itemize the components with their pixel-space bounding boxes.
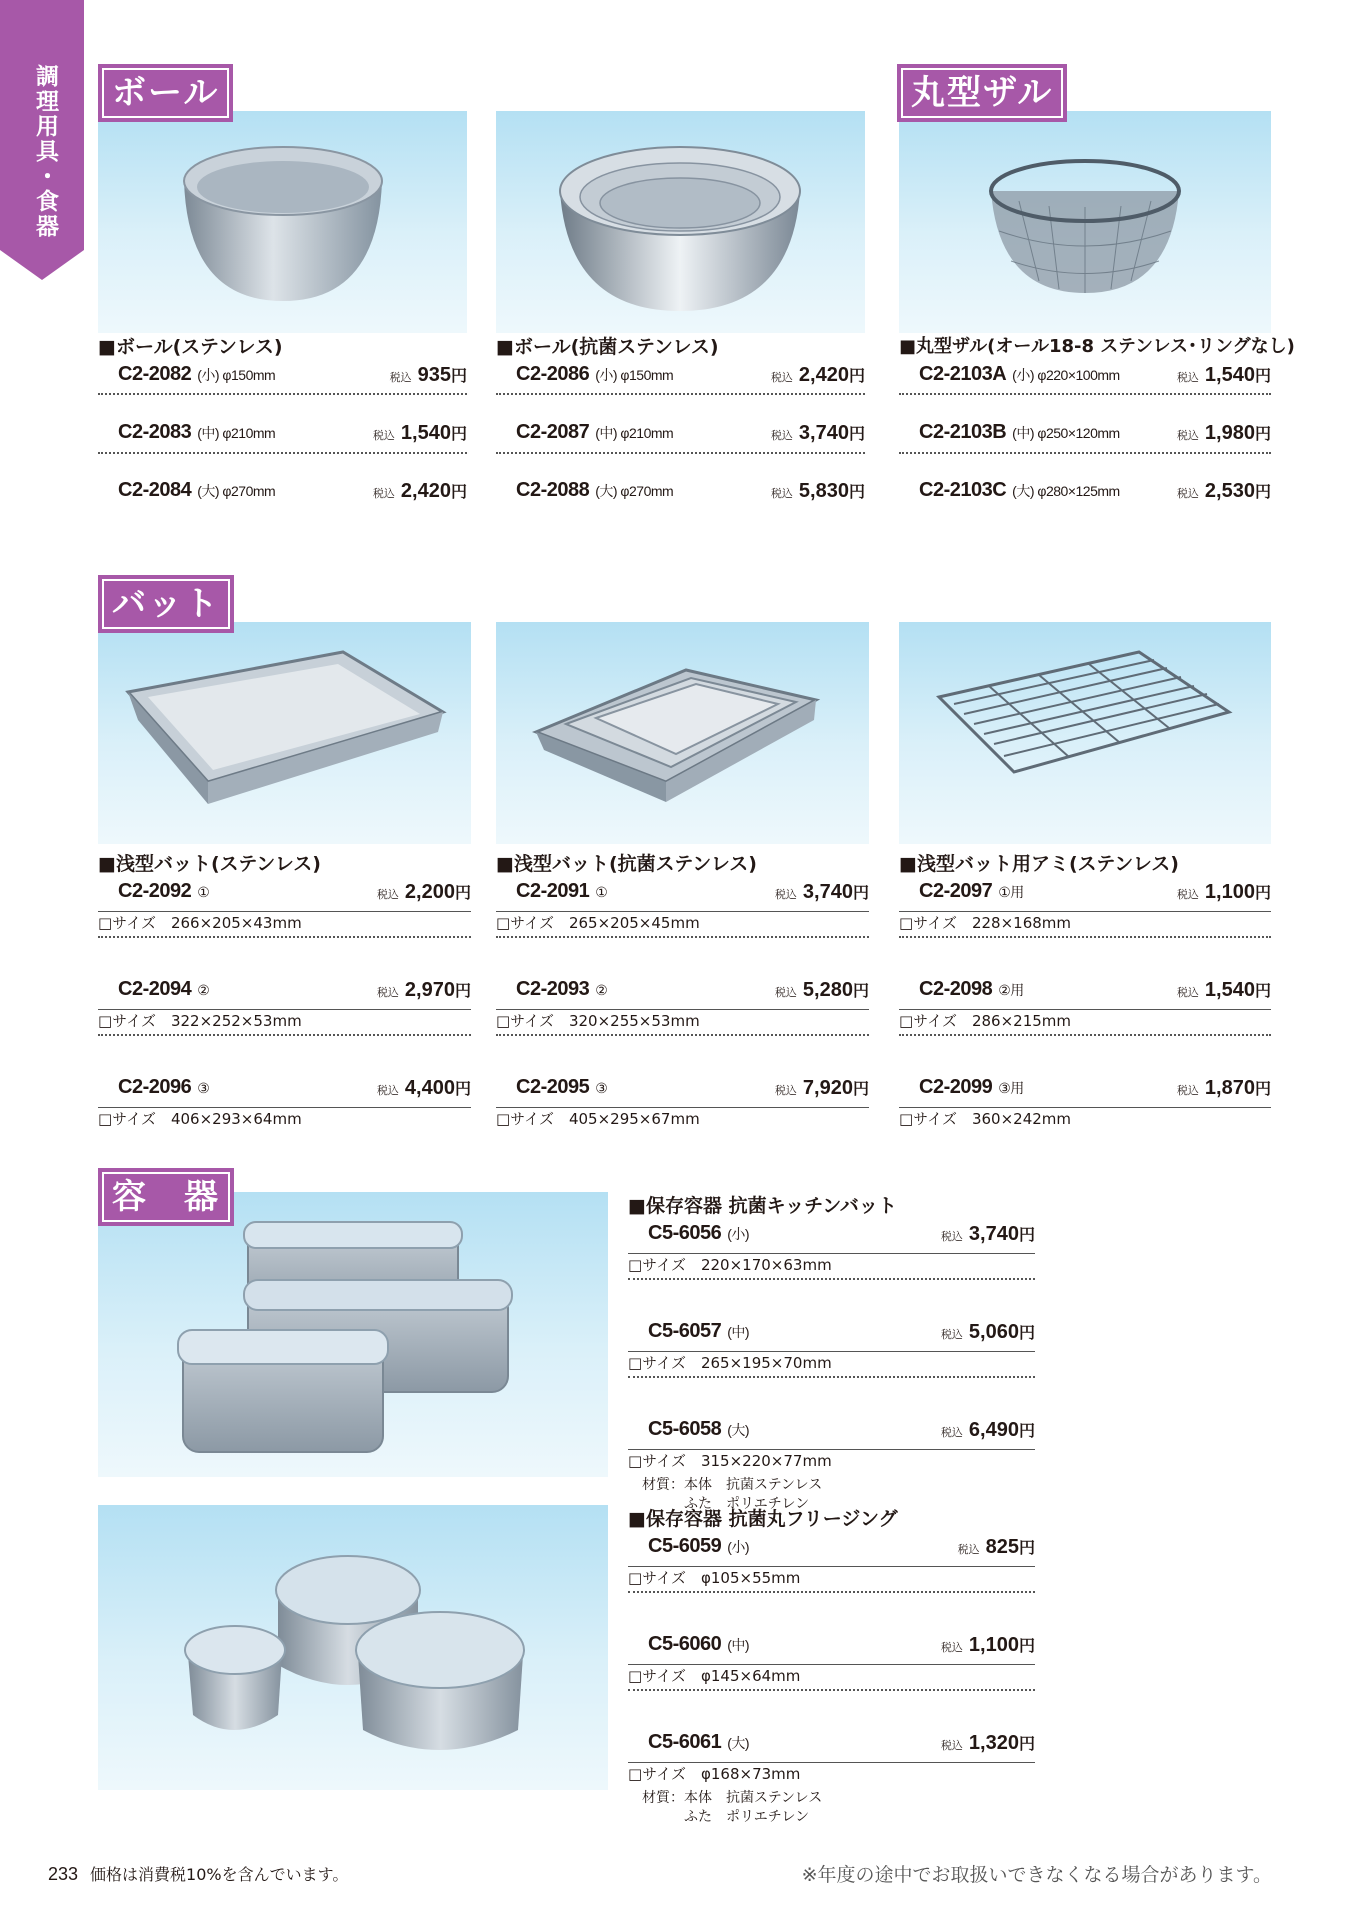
product-spec: □サイズ 286×215mm [899,1010,1271,1036]
section-title-bat: バット [98,575,234,633]
divider [899,452,1271,454]
yen-label: 円 [852,885,869,902]
material-note: 材質：本体 抗菌ステンレス ふた ポリエチレン [642,1790,823,1825]
photo-bat-stainless [98,622,471,844]
product-row [899,976,1271,1010]
tax-label: 税込 [770,372,793,384]
yen-label: 円 [848,426,865,443]
bowl-image [98,111,467,333]
photo-bat-ami [899,622,1271,844]
yen-label: 円 [1018,1638,1035,1655]
product-row [98,976,471,1010]
product-size: (小) φ150mm [595,367,674,383]
yen-label: 円 [852,1081,869,1098]
product-name: ■ボール(ステンレス) [98,336,283,358]
yen-label: 円 [1018,1423,1035,1440]
yen-label: 円 [1254,426,1271,443]
product-price: 1,540 [1204,979,1255,1001]
product-code: C2-2088 [516,479,590,501]
product-bat-ami [899,850,1271,1130]
product-spec: □サイズ 405×295×67mm [496,1110,700,1128]
product-code: C2-2094 [118,978,192,1000]
product-name: ■浅型バット(ステンレス) [98,853,321,875]
product-spec: □サイズ 265×205×45mm [496,912,869,938]
product-spec: □サイズ φ105×55mm [628,1567,1035,1593]
product-price: 1,100 [1204,881,1255,903]
availability-note: ※年度の途中でお取扱いできなくなる場合があります。 [801,1864,1272,1886]
product-row [496,878,869,912]
yen-label: 円 [1254,885,1271,902]
yen-label: 円 [454,885,471,902]
product-row [98,419,467,453]
side-category-tab [0,0,84,250]
product-code: C2-2091 [516,880,590,902]
grid-rack-image [899,622,1271,844]
product-size: ③ [595,1080,608,1096]
product-size: (大) [727,1735,750,1751]
product-code: C2-2086 [516,363,590,385]
product-row [496,361,865,395]
side-tab-point [0,250,84,280]
product-bat-antibac [496,850,869,1130]
yen-label: 円 [454,1081,471,1098]
product-code: C2-2097 [919,880,993,902]
divider [496,452,865,454]
product-size: ③用 [998,1080,1024,1096]
tax-label: 税込 [770,430,793,442]
photo-bowl-stainless [98,111,467,333]
product-spec: □サイズ 266×205×43mm [98,912,471,938]
product-price: 7,920 [802,1077,853,1099]
product-row [98,477,467,511]
product-code: C2-2087 [516,421,590,443]
product-size: (大) φ280×125mm [1012,483,1120,499]
product-price: 2,530 [1204,480,1255,502]
tax-label: 税込 [940,1329,963,1341]
product-size: (中) [727,1637,750,1653]
product-row [899,1074,1271,1108]
product-bat-stainless [98,850,471,1130]
product-price: 5,280 [802,979,853,1001]
yen-label: 円 [1018,1325,1035,1342]
product-row [628,1220,1035,1254]
product-spec: □サイズ 265×195×70mm [628,1352,1035,1378]
section-title-zaru: 丸型ザル [897,64,1067,122]
tax-label: 税込 [1176,987,1199,999]
tax-label: 税込 [1176,372,1199,384]
product-size: (小) [727,1539,750,1555]
photo-freezing [98,1505,608,1790]
photo-zaru [899,111,1271,333]
product-code: C2-2098 [919,978,993,1000]
product-code: C2-2103A [919,363,1007,385]
product-row [628,1533,1035,1567]
bowl-set-image [496,111,865,333]
product-spec: □サイズ 320×255×53mm [496,1010,869,1036]
colander-image [899,111,1271,333]
product-price: 1,870 [1204,1077,1255,1099]
yen-label: 円 [450,368,467,385]
product-size: (大) [727,1422,750,1438]
product-spec: □サイズ 360×242mm [899,1110,1072,1128]
tax-label: 税込 [774,987,797,999]
tax-label: 税込 [940,1427,963,1439]
product-code: C2-2083 [118,421,192,443]
section-title-bowl: ボール [98,64,233,122]
product-price: 3,740 [968,1223,1019,1245]
yen-label: 円 [454,983,471,1000]
product-price: 825 [985,1536,1019,1558]
product-code: C2-2093 [516,978,590,1000]
product-code: C5-6057 [648,1320,722,1342]
tax-label: 税込 [376,987,399,999]
product-size: ②用 [998,982,1024,998]
product-kitchen-bat [628,1192,1035,1514]
product-spec: □サイズ 322×252×53mm [98,1010,471,1036]
product-price: 1,100 [968,1634,1019,1656]
yen-label: 円 [1018,1736,1035,1753]
tax-label: 税込 [1176,1085,1199,1097]
product-code: C5-6061 [648,1731,722,1753]
product-spec: □サイズ 406×293×64mm [98,1110,302,1128]
footer-left [48,1862,348,1885]
product-bowl-antibac [496,333,865,511]
round-container-image [98,1505,608,1790]
product-name: ■保存容器 抗菌キッチンバット [628,1195,897,1217]
product-price: 3,740 [802,881,853,903]
product-row [98,1074,471,1108]
product-row [496,477,865,511]
storage-container-image [98,1192,608,1477]
product-price: 1,540 [400,422,451,444]
tax-note: 価格は消費税10%を含んでいます。 [90,1865,349,1884]
product-size: (大) φ270mm [595,483,674,499]
material-note: 材質：本体 抗菌ステンレス ふた ポリエチレン [642,1477,823,1512]
photo-bat-antibac [496,622,869,844]
yen-label: 円 [848,484,865,501]
tray-image [98,622,471,844]
tax-label: 税込 [940,1642,963,1654]
product-code: C5-6058 [648,1418,722,1440]
tax-label: 税込 [376,1085,399,1097]
tax-label: 税込 [376,889,399,901]
product-row [628,1416,1035,1450]
yen-label: 円 [1254,983,1271,1000]
section-title-container: 容 器 [98,1168,234,1226]
product-size: (中) [727,1324,750,1340]
yen-label: 円 [1254,1081,1271,1098]
product-row [899,361,1271,395]
yen-label: 円 [852,983,869,1000]
product-size: (中) φ210mm [595,425,674,441]
product-size: ② [197,982,210,998]
tax-label: 税込 [372,488,395,500]
divider [98,452,467,454]
product-price: 4,400 [404,1077,455,1099]
tray-set-image [496,622,869,844]
product-row [496,1074,869,1108]
product-row [628,1729,1035,1763]
yen-label: 円 [1018,1540,1035,1557]
product-size: (大) φ270mm [197,483,276,499]
product-code: C2-2084 [118,479,192,501]
product-price: 5,060 [968,1321,1019,1343]
product-price: 5,830 [798,480,849,502]
product-spec: □サイズ 220×170×63mm [628,1254,1035,1280]
product-size: (中) φ250×120mm [1012,425,1120,441]
photo-bowl-antibac [496,111,865,333]
yen-label: 円 [450,426,467,443]
product-price: 2,420 [798,364,849,386]
product-spec: □サイズ 315×220×77mm [628,1452,832,1470]
tax-label: 税込 [940,1231,963,1243]
tax-label: 税込 [770,488,793,500]
product-name: ■丸型ザル(オール18-8 ステンレス･リングなし) [899,336,1295,357]
product-size: ①用 [998,884,1024,900]
product-code: C5-6059 [648,1535,722,1557]
product-row [628,1318,1035,1352]
product-size: (小) φ150mm [197,367,276,383]
product-size: (小) φ220×100mm [1012,367,1120,383]
product-row [496,419,865,453]
product-size: ② [595,982,608,998]
tax-label: 税込 [1176,889,1199,901]
yen-label: 円 [848,368,865,385]
yen-label: 円 [1254,368,1271,385]
product-bowl-stainless [98,333,467,511]
product-spec: □サイズ φ145×64mm [628,1665,1035,1691]
product-price: 1,980 [1204,422,1255,444]
product-code: C2-2095 [516,1076,590,1098]
product-row [98,878,471,912]
product-name: ■浅型バット(抗菌ステンレス) [496,853,757,875]
product-row [899,419,1271,453]
product-row [496,976,869,1010]
product-code: C2-2099 [919,1076,993,1098]
product-code: C5-6060 [648,1633,722,1655]
product-spec: □サイズ 228×168mm [899,912,1271,938]
product-spec: □サイズ φ168×73mm [628,1765,801,1783]
tax-label: 税込 [774,1085,797,1097]
yen-label: 円 [1254,484,1271,501]
product-code: C2-2082 [118,363,192,385]
page-number: 233 [48,1864,79,1884]
product-price: 3,740 [798,422,849,444]
product-freezing [628,1505,1035,1827]
product-size: ③ [197,1080,210,1096]
tax-label: 税込 [957,1544,980,1556]
product-size: (小) [727,1226,750,1242]
product-row [899,878,1271,912]
product-row [628,1631,1035,1665]
tax-label: 税込 [774,889,797,901]
product-size: ① [595,884,608,900]
tax-label: 税込 [1176,488,1199,500]
product-price: 935 [417,364,451,386]
product-code: C2-2103C [919,479,1007,501]
product-code: C2-2096 [118,1076,192,1098]
product-price: 1,540 [1204,364,1255,386]
photo-kitchen-bat [98,1192,608,1477]
tax-label: 税込 [1176,430,1199,442]
product-zaru [899,333,1295,511]
product-price: 1,320 [968,1732,1019,1754]
tax-label: 税込 [940,1740,963,1752]
product-name: ■保存容器 抗菌丸フリージング [628,1508,898,1530]
yen-label: 円 [450,484,467,501]
product-price: 2,200 [404,881,455,903]
product-price: 6,490 [968,1419,1019,1441]
yen-label: 円 [1018,1227,1035,1244]
product-name: ■浅型バット用アミ(ステンレス) [899,853,1179,875]
product-price: 2,970 [404,979,455,1001]
product-code: C2-2092 [118,880,192,902]
product-size: ① [197,884,210,900]
tax-label: 税込 [372,430,395,442]
product-price: 2,420 [400,480,451,502]
side-tab-label: 調理用具・食器 [32,64,58,239]
product-code: C5-6056 [648,1222,722,1244]
product-row [899,477,1271,511]
tax-label: 税込 [389,372,412,384]
product-size: (中) φ210mm [197,425,276,441]
product-name: ■ボール(抗菌ステンレス) [496,336,719,358]
product-code: C2-2103B [919,421,1007,443]
product-row [98,361,467,395]
